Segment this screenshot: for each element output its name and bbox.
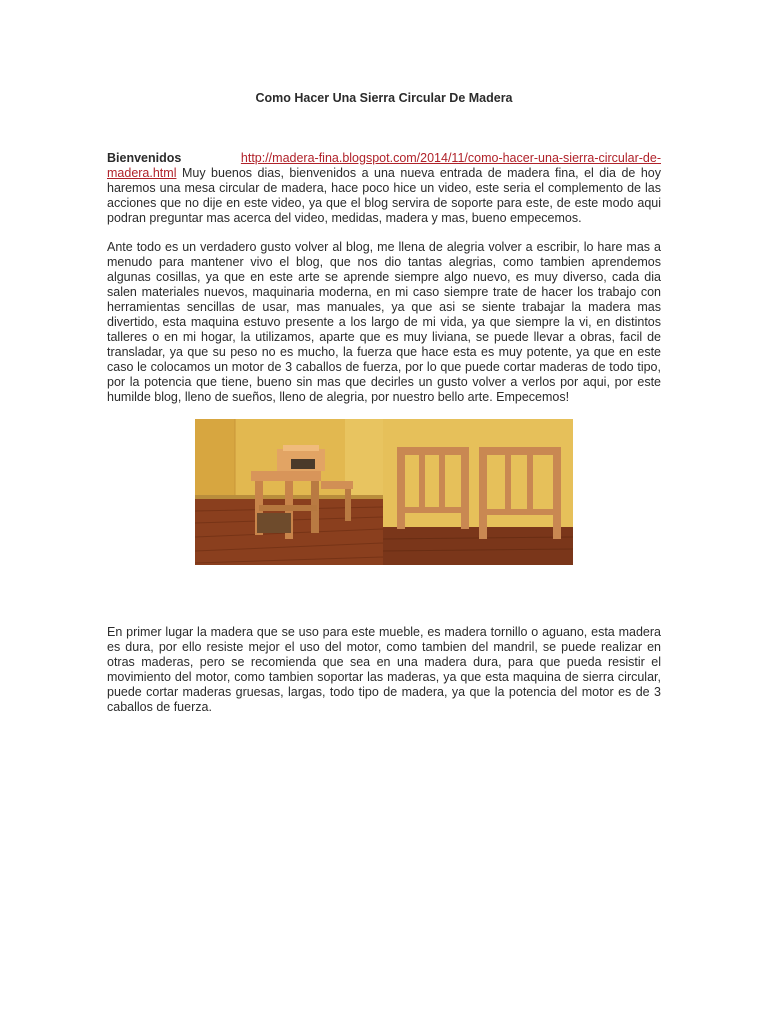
document-title: Como Hacer Una Sierra Circular De Madera (255, 91, 513, 105)
intro-paragraph (107, 151, 661, 226)
intro-body: Muy buenos dias, bienvenidos a una nueva entrada de madera fina, el dia de hoy haremos una mesa circular de madera, hace poco hice un video, este seria el complemento de las acciones que no dije en este video, ya que el blog servira de soporte para este, de este modo aqui podran preguntar mas acerca del video, medidas, madera y mas, bueno empecemos. (107, 166, 661, 225)
body-paragraph-2: Ante todo es un verdadero gusto volver al blog, me llena de alegria volver a escribir, lo hare mas a menudo para mantener vivo el blog, que nos dio tantas alegrias, como tambien aprendemos algunas cosillas, ya que en este arte se aprende siempre algo nuevo, es muy diverso, cada dia salen materiales nuevos, maquinaria moderna, en mi caso siempre trate de hacer los trabajo con herramientas sencillas de usar, mas manuales, ya que asi se siente trabajar la madera mas divertido, esta maquina estuvo presente a los largo de mi vida, ya que siempre la vi, en distintos talleres o en mi hogar, la utilizamos, aparte que es muy liviana, se puede llevar a obras, facil de transladar, ya que su peso no es mucho, la fuerza que hace esta es muy potente, ya que en este caso le colocamos un motor de 3 caballos de fuerza, por lo que puede cortar maderas de todo tipo, por la potencia que tiene, bueno sin mas que decirles un gusto volver a verlos por aqui, por este humilde blog, lleno de sueños, lleno de alegria, por nuestro bello arte. Empecemos! (107, 240, 661, 404)
blog-link[interactable]: http://madera-fina.blogspot.com/2014/11/como-hacer-una-sierra-circular-de-madera.html (107, 151, 661, 180)
photo-row (195, 419, 573, 565)
intro-lead: Bienvenidos (107, 151, 182, 165)
saw-table-photo (195, 419, 383, 565)
body-paragraph-3: En primer lugar la madera que se uso para este mueble, es madera tornillo o aguano, esta madera es dura, por ello resiste mejor el uso del motor, como tambien del mandril, se puede realizar en otras maderas, pero se recomienda que sea en una madera dura, para que pueda resistir el movimiento del motor, como tambien soportar las maderas, ya que esta maquina de sierra circular, puede cortar maderas gruesas, largas, todo tipo de madera, ya que la potencia del motor es de 3 caballos de fuerza. (107, 625, 661, 714)
wooden-frames-photo (383, 419, 573, 565)
